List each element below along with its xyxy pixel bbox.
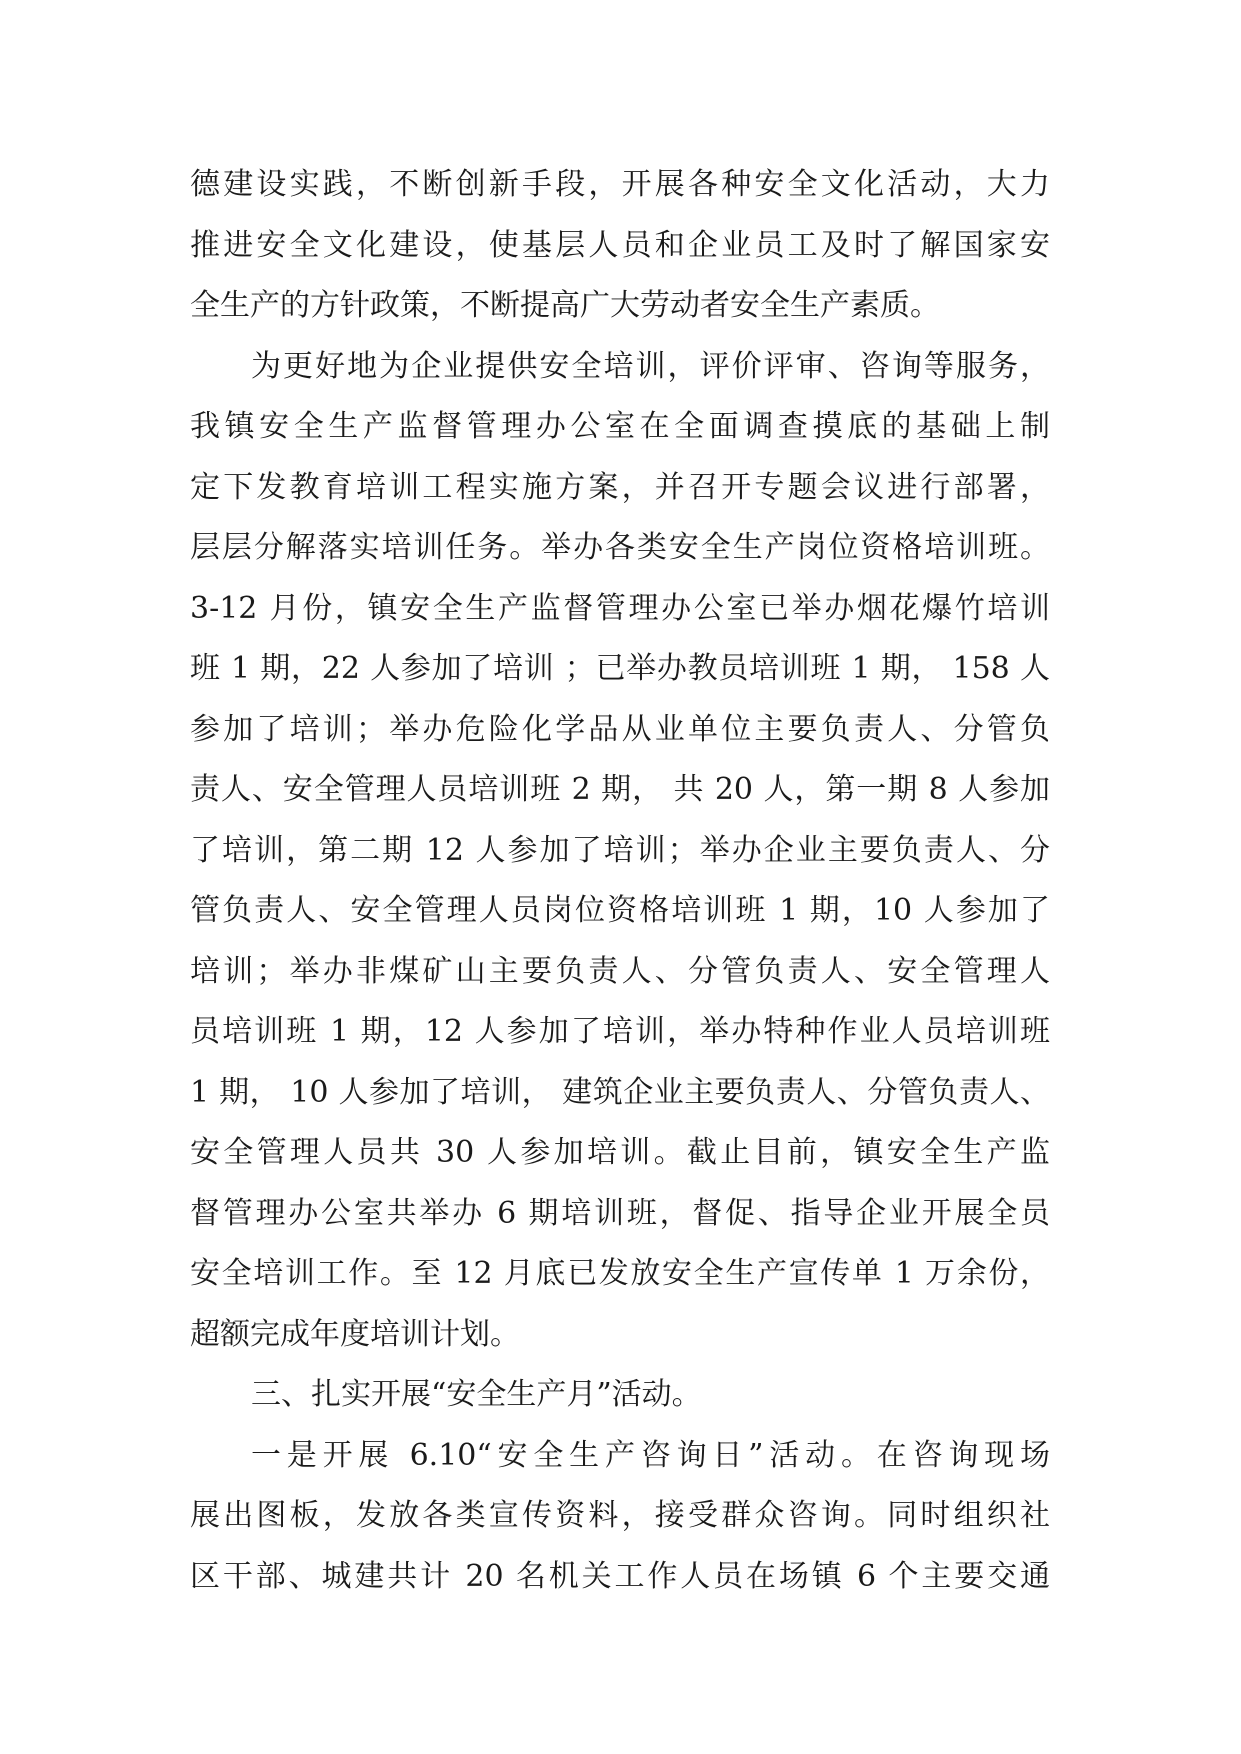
text-line: 督管理办公室共举办 6 期培训班，督促、指导企业开展全员 <box>190 1195 1050 1231</box>
text-line: 参加了培训；举办危险化学品从业单位主要负责人、分管负 <box>190 711 1050 747</box>
text-line: 3-12 月份，镇安全生产监督管理办公室已举办烟花爆竹培训 <box>190 590 1050 626</box>
text-line: 展出图板，发放各类宣传资料，接受群众咨询。同时组织社 <box>190 1498 1050 1533</box>
text-line: 培训；举办非煤矿山主要负责人、分管负责人、安全管理人 <box>190 953 1050 989</box>
document-body <box>190 155 1050 1607</box>
text-line: 我镇安全生产监督管理办公室在全面调查摸底的基础上制 <box>190 409 1050 444</box>
text-line: 安全培训工作。至 12 月底已发放安全生产宣传单 1 万余份， <box>190 1256 1050 1291</box>
text-line: 班 1 期，22 人参加了培训 ；已举办教员培训班 1 期， 158 人 <box>190 651 1050 686</box>
text-line: 定下发教育培训工程实施方案，并召开专题会议进行部署， <box>190 469 1050 505</box>
text-line: 管负责人、安全管理人员岗位资格培训班 1 期，10 人参加了 <box>190 893 1050 928</box>
text-line: 全生产的方针政策，不断提高广大劳动者安全生产素质。 <box>190 288 940 323</box>
text-line: 德建设实践，不断创新手段，开展各种安全文化活动，大力 <box>190 167 1050 202</box>
text-line: 区干部、城建共计 20 名机关工作人员在场镇 6 个主要交通 <box>190 1558 1050 1594</box>
section-heading: 三、扎实开展“安全生产月”活动。 <box>251 1377 702 1412</box>
text-line: 了培训，第二期 12 人参加了培训；举办企业主要负责人、分 <box>190 832 1050 868</box>
text-line: 超额完成年度培训计划。 <box>190 1316 520 1352</box>
paragraph-first-line: 一是开展 6.10“安全生产咨询日”活动。在咨询现场 <box>251 1437 1050 1473</box>
text-line: 层层分解落实培训任务。举办各类安全生产岗位资格培训班。 <box>190 530 1050 565</box>
text-line: 推进安全文化建设，使基层人员和企业员工及时了解国家安 <box>190 227 1050 263</box>
text-line: 安全管理人员共 30 人参加培训。截止目前，镇安全生产监 <box>190 1135 1050 1170</box>
text-line: 1 期， 10 人参加了培训， 建筑企业主要负责人、分管负责人、 <box>190 1074 1050 1110</box>
text-line: 责人、安全管理人员培训班 2 期， 共 20 人，第一期 8 人参加 <box>190 772 1050 807</box>
text-line: 员培训班 1 期，12 人参加了培训，举办特种作业人员培训班 <box>190 1014 1050 1049</box>
paragraph-first-line: 为更好地为企业提供安全培训，评价评审、咨询等服务， <box>251 348 1050 384</box>
